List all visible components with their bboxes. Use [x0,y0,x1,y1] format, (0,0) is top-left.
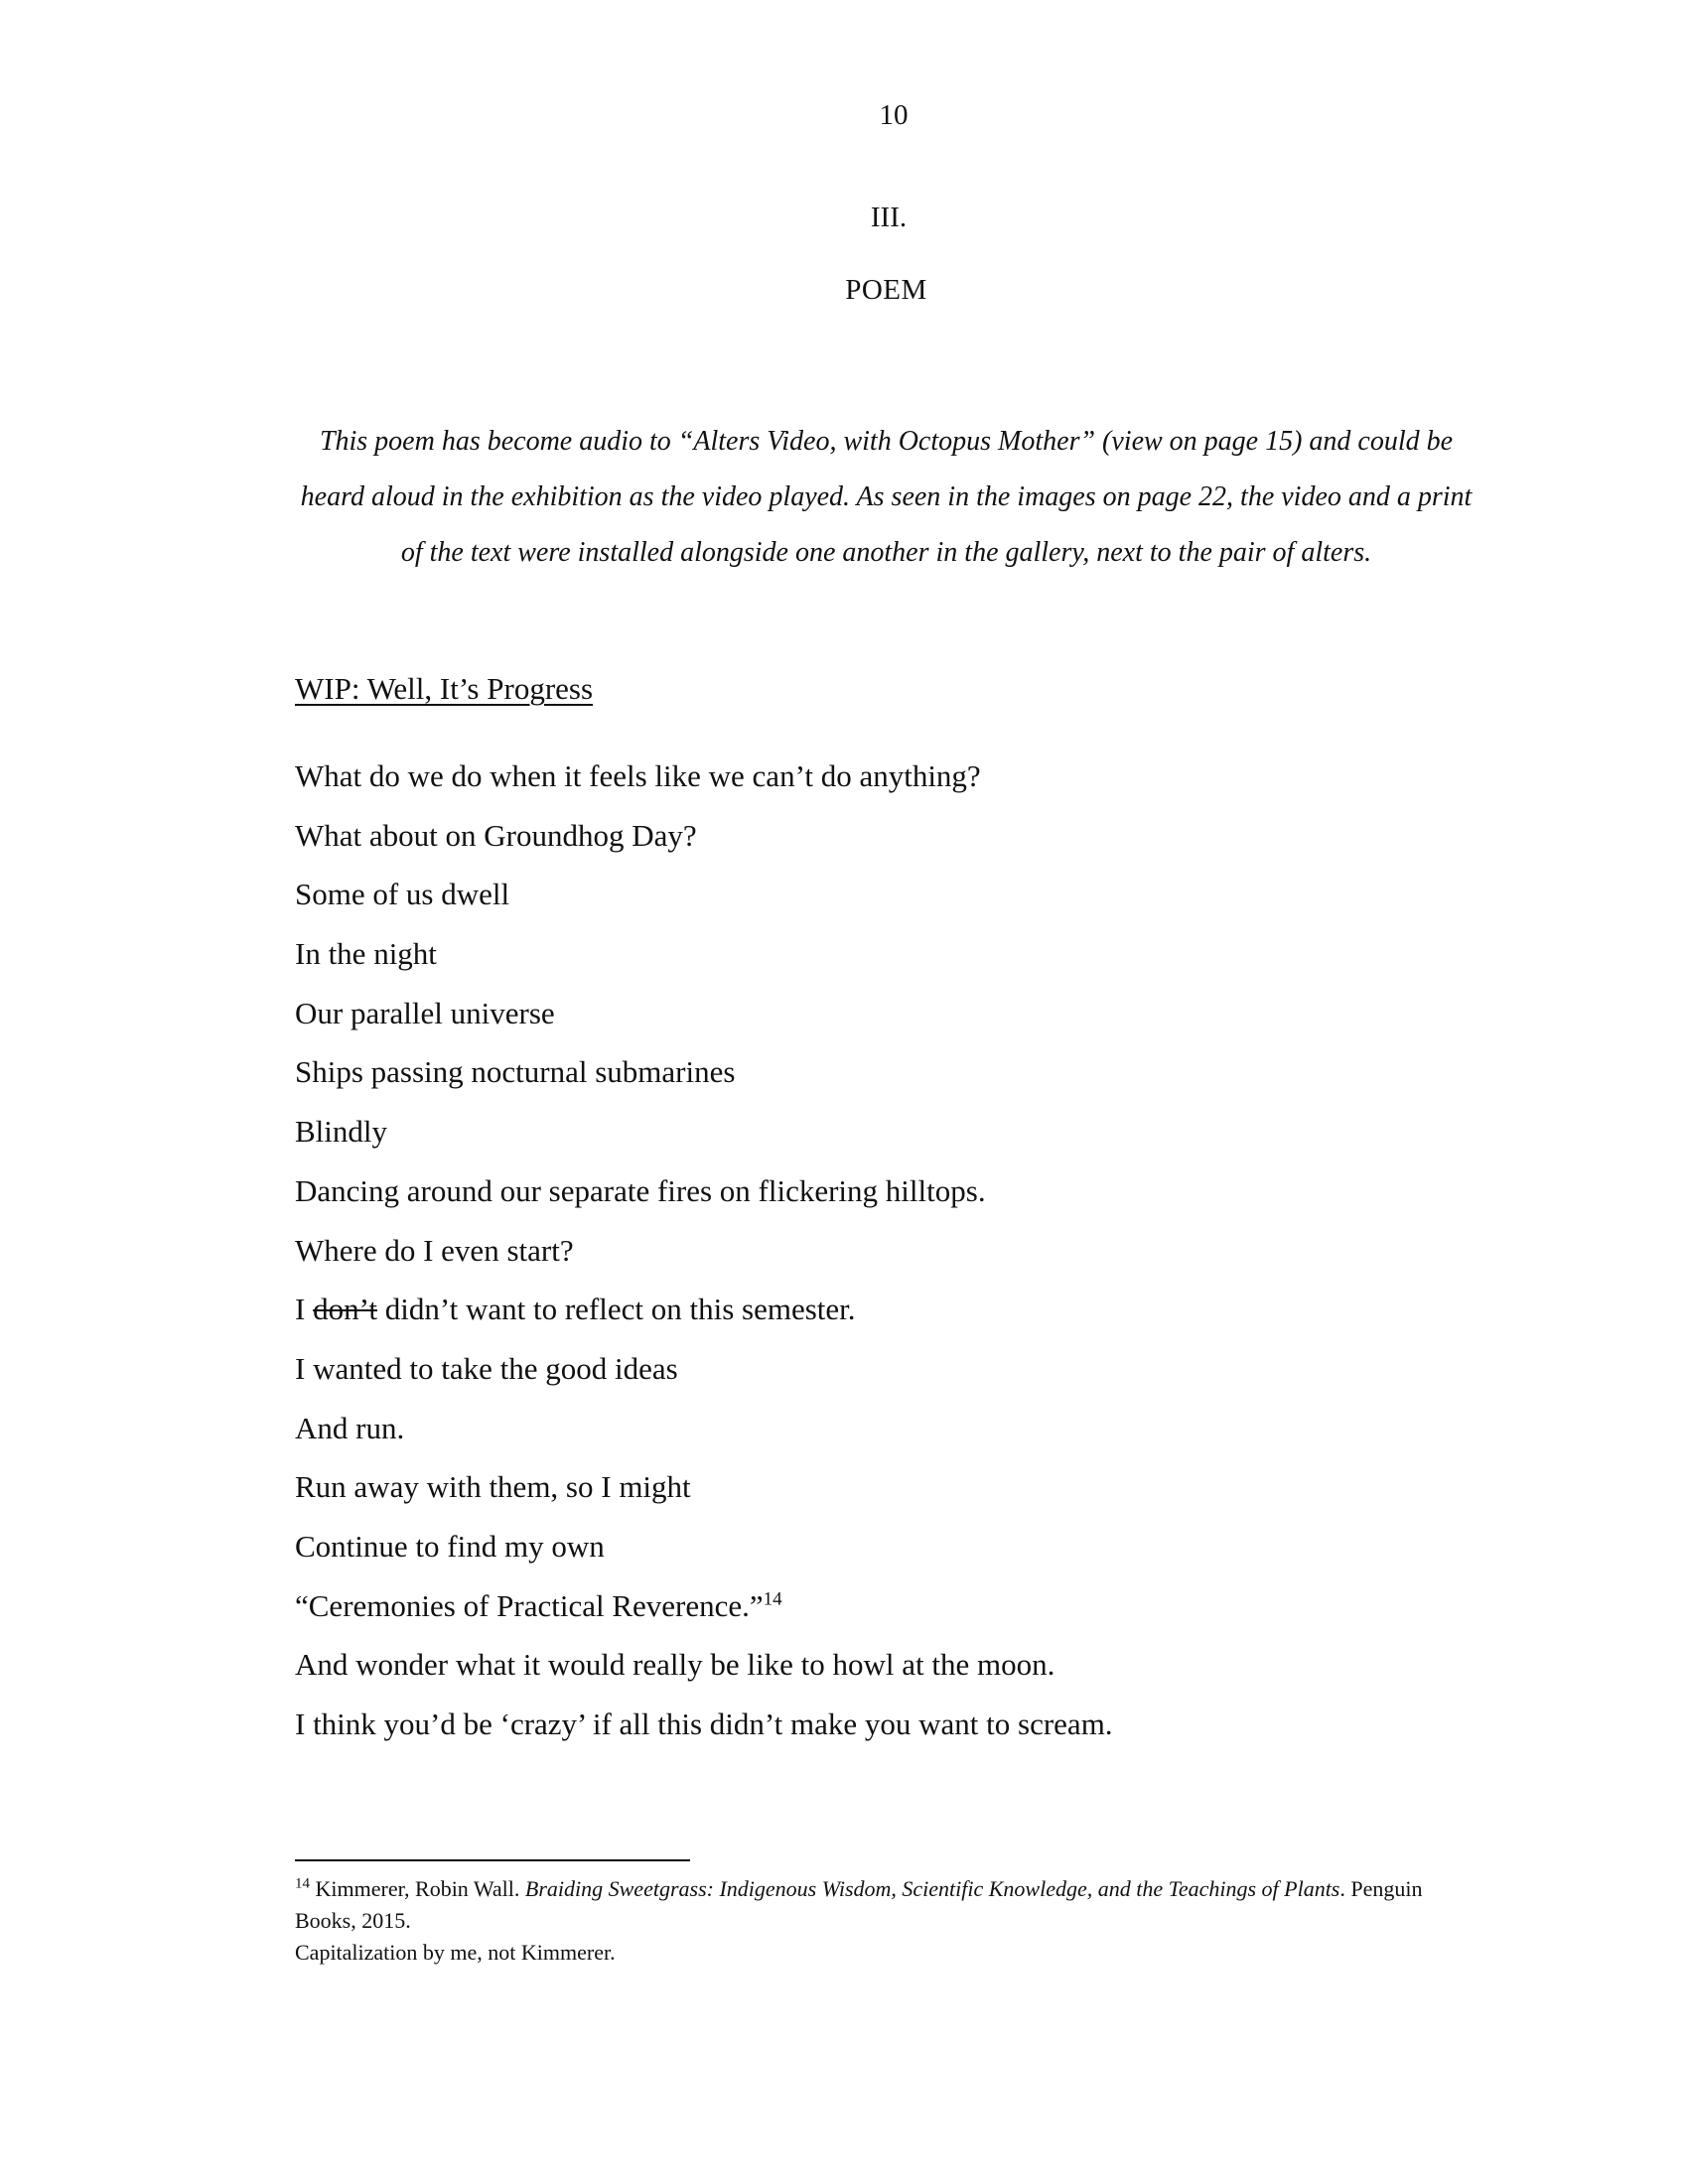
section-number: III. [870,202,908,233]
poem-line: Ships passing nocturnal submarines [295,1054,736,1090]
poem-line: In the night [295,936,437,972]
poem-line: What about on Groundhog Day? [295,817,697,853]
poem-line: Blindly [295,1114,388,1150]
footnote-author: Kimmerer, Robin Wall. [315,1876,520,1901]
poem-line: Dancing around our separate fires on flickering hilltops. [295,1172,986,1208]
footnote-separator [295,1859,690,1861]
struck-word: don’t [313,1292,377,1327]
poem-line: What do we do when it feels like we can’t do anything? [295,758,981,793]
footnote-marker: 14 [295,1875,310,1892]
page-number: 10 [879,99,909,131]
poem-line: Where do I even start? [295,1232,574,1268]
poem-line-rest: didn’t want to reflect on this semester. [384,1292,856,1327]
poem-line: Our parallel universe [295,995,555,1030]
intro-paragraph: This poem has become audio to “Alters Video, with Octopus Mother” (view on page 15) and could be heard aloud in the exhibition as the video played. As seen in the images on page 22, the video and a print of the text were installed alongside one another in the gallery, next to the pair of alters. [300,426,1473,568]
footnote-period: . [1339,1876,1345,1901]
footnote-note: Capitalization by me, not Kimmerer. [295,1940,616,1965]
poem-line: I wanted to take the good ideas [295,1350,678,1386]
footnote-book-title: Braiding Sweetgrass: Indigenous Wisdom, Scientific Knowledge, and the Teachings of Plants [524,1876,1340,1901]
poem-line: I think you’d be ‘crazy’ if all this didn’t make you want to scream. [295,1706,1113,1741]
poem-line: And run. [295,1410,405,1445]
poem-line [295,1280,1437,1339]
poem-line: Run away with them, so I might [295,1469,691,1505]
poem-line: Some of us dwell [295,877,510,912]
footnote-reference: 14 [763,1588,782,1610]
footnote-publisher: Penguin Books, 2015. [295,1876,1423,1933]
poem-line: Continue to find my own [295,1528,605,1564]
poem-title: WIP: Well, It’s Progress [295,671,594,706]
poem-line: And wonder what it would really be like to howl at the moon. [295,1647,1055,1683]
poem-line-start: I [295,1292,306,1327]
section-title: POEM [845,274,927,306]
footnote-citation [295,1873,1467,1937]
quoted-phrase: “Ceremonies of Practical Reverence.” [295,1587,764,1623]
footnote [295,1873,1467,1969]
poem-line [295,1576,1437,1636]
poem-lines [295,747,1437,1754]
